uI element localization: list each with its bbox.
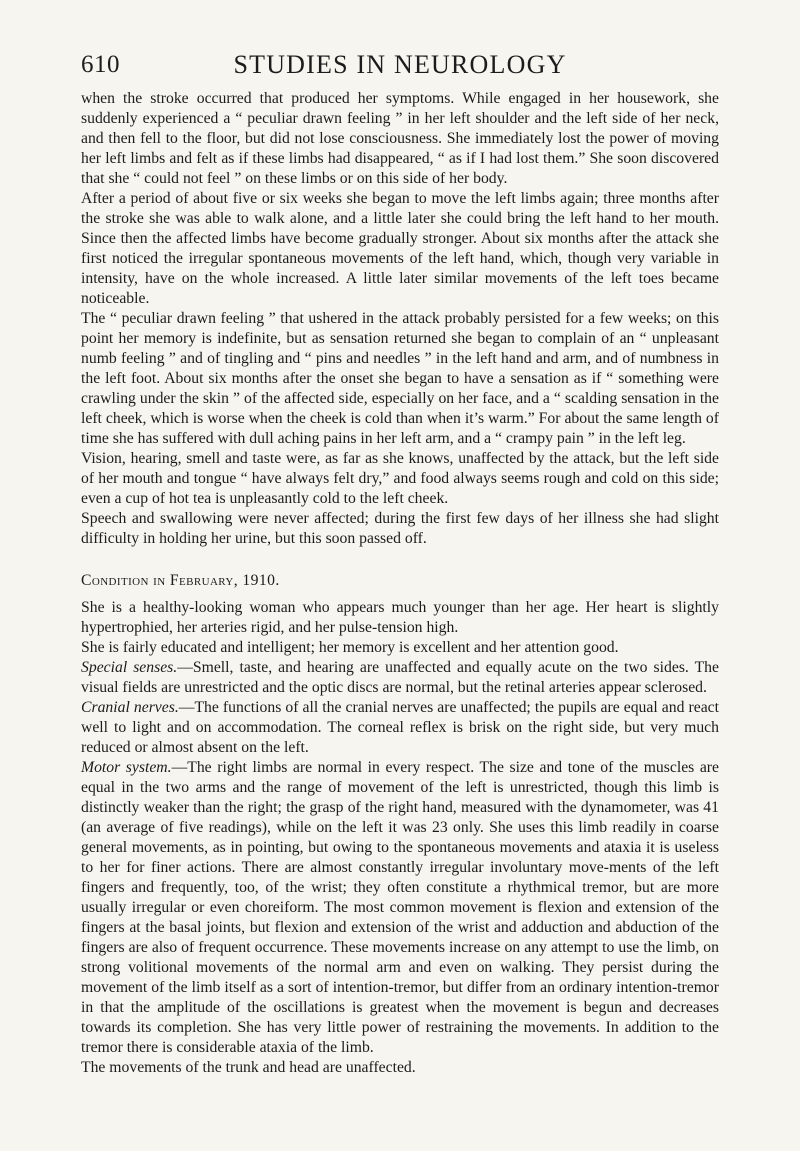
paragraph: The “ peculiar drawn feeling ” that ushered in the attack probably persisted for a few weeks; on this point her memory is indefinite, but as sensation returned she began to complain of an “ unpleasant numb feeling ” and of tingling and “ pins and needles ” in the left hand and arm, and of numbness in the left foot. About six months after the onset she began to have a sensation as if “ something were crawling under the skin ” of the affected side, especially on her face, and a “ scalding sensation in the left cheek, which is worse when the cheek is cold than when it’s warm.” For about the same length of time she has suffered with dull aching pains in her left arm, and a “ crampy pain ” in the left leg. <box>81 310 719 447</box>
section-heading: Condition in February, 1910. <box>81 572 280 589</box>
paragraph-text: —Smell, taste, and hearing are unaffected and equally acute on the two sides. The visual fields are unrestricted and the optic discs are normal, but the retinal arteries appear sclerosed. <box>81 659 719 696</box>
paragraph <box>81 658 719 698</box>
paragraph <box>81 698 719 758</box>
paragraph: Speech and swallowing were never affected; during the first few days of her illness she had slight difficulty in holding her urine, but this soon passed off. <box>81 510 719 547</box>
paragraph: Vision, hearing, smell and taste were, as far as she knows, unaffected by the attack, but the left side of her mouth and tongue “ have always felt dry,” and food always seems rough and cold on this side; even a cup of hot tea is unpleasantly cold to the left cheek. <box>81 450 719 507</box>
running-title: STUDIES IN NEUROLOGY <box>233 50 567 79</box>
paragraph <box>81 758 719 1058</box>
page-number: 610 <box>81 51 120 78</box>
paragraph: She is fairly educated and intelligent; her memory is excellent and her attention good. <box>81 639 619 656</box>
paragraph: She is a healthy-looking woman who appears much younger than her age. Her heart is slightly hypertrophied, her arteries rigid, and her pulse-tension high. <box>81 599 719 636</box>
paragraph-label: Cranial nerves. <box>81 699 179 716</box>
body-text <box>81 89 719 1078</box>
paragraph-text: —The functions of all the cranial nerves are unaffected; the pupils are equal and react well to light and on accommodation. The corneal reflex is brisk on the right side, but very much reduced or almost absent on the left. <box>81 699 719 756</box>
running-head <box>81 48 719 82</box>
paragraph: The movements of the trunk and head are unaffected. <box>81 1059 416 1076</box>
paragraph-text: —The right limbs are normal in every respect. The size and tone of the muscles are equal in the two arms and the range of movement of the left is unrestricted, though this limb is distinctly weaker than the right; the grasp of the right hand, measured with the dynamometer, was 41 (an average of five readings), while on the left it was 23 only. She uses this limb readily in coarse general movements, as in pointing, but owing to the spontaneous movements and ataxia it is useless to her for finer actions. There are almost constantly irregular involuntary move-ments of the left fingers and frequently, too, of the wrist; they often constitute a rhythmical tremor, but are more usually irregular or even choreiform. The most common movement is flexion and extension of the fingers at the basal joints, but flexion and extension of the wrist and adduction and abduction of the fingers are also of frequent occurrence. These movements increase on any attempt to use the limb, on strong volitional movements of the normal arm and even on walking. They persist during the movement of the limb itself as a sort of intention-tremor, but differ from an ordinary intention-tremor in that the amplitude of the oscillations is greatest when the movement is begun and decreases towards its completion. She has very little power of restraining the movements. In addition to the tremor there is considerable ataxia of the limb. <box>81 759 719 1056</box>
paragraph-label: Special senses. <box>81 659 178 676</box>
paragraph: After a period of about five or six weeks she began to move the left limbs again; three months after the stroke she was able to walk alone, and a little later she could bring the left hand to her mouth. Since then the affected limbs have become gradually stronger. About six months after the attack she first noticed the irregular spontaneous movements of the left hand, which, though very variable in intensity, have on the whole increased. A little later similar movements of the left toes became noticeable. <box>81 190 719 307</box>
paragraph-label: Motor system. <box>81 759 172 776</box>
paragraph: when the stroke occurred that produced her symptoms. While engaged in her housework, she suddenly experienced a “ peculiar drawn feeling ” in her left shoulder and the left side of her neck, and then fell to the floor, but did not lose consciousness. She immediately lost the power of moving her left limbs and felt as if these limbs had disappeared, “ as if I had lost them.” She soon discovered that she “ could not feel ” on these limbs or on this side of her body. <box>81 90 719 187</box>
